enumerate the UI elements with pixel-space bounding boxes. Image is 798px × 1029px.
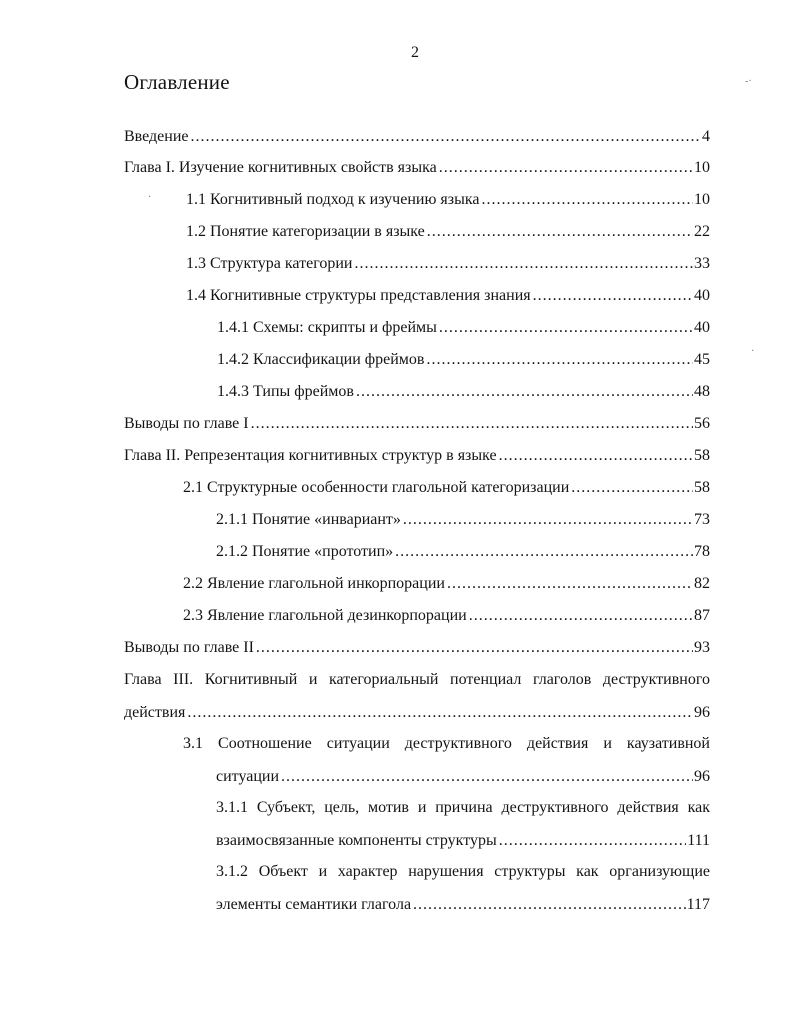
toc-entry-multiline[interactable] xyxy=(183,727,710,793)
toc-entry[interactable] xyxy=(183,599,710,632)
dot-leader xyxy=(354,247,693,280)
toc-entry-first-line: 3.1.1 Субъект, цель, мотив и причина деструктивного действия как xyxy=(216,799,710,816)
toc-entry[interactable] xyxy=(124,631,710,664)
toc-entry-page: 87 xyxy=(694,607,710,624)
toc-entry[interactable] xyxy=(124,120,710,153)
toc-entry-text: Глава I. Изучение когнитивных свойств языка xyxy=(124,159,437,176)
toc-entry-text: 2.1 Структурные особенности глагольной категоризации xyxy=(183,479,570,496)
toc-entry-page: 58 xyxy=(694,479,710,496)
dot-leader xyxy=(187,696,693,729)
toc-entry[interactable] xyxy=(186,279,710,312)
toc-entry-text: взаимосвязанные компоненты структуры xyxy=(216,832,497,849)
toc-entry-text: 2.3 Явление глагольной дезинкорпорации xyxy=(183,607,467,624)
toc-entry-page: 117 xyxy=(686,896,710,913)
toc-entry[interactable] xyxy=(216,535,710,568)
toc-entry-text: Выводы по главе I xyxy=(124,415,249,432)
toc-entry-first-line: 3.1 Соотношение ситуации деструктивного действия и каузативной xyxy=(183,735,710,752)
toc-entry-page: 78 xyxy=(694,543,710,560)
toc-entry-first-line: Глава III. Когнитивный и категориальный потенциал глаголов деструктивного xyxy=(124,671,710,688)
dot-leader xyxy=(426,343,693,376)
dot-leader xyxy=(356,375,693,408)
toc-entry-text: действия xyxy=(124,704,186,721)
toc-entry[interactable] xyxy=(124,151,710,184)
toc-entry-page: 48 xyxy=(694,383,710,400)
toc-entry[interactable] xyxy=(124,407,710,440)
dot-leader xyxy=(499,824,686,857)
toc-entry-multiline[interactable] xyxy=(124,663,710,729)
toc-entry-page: 73 xyxy=(694,511,710,528)
toc-entry-page: 93 xyxy=(694,639,710,656)
dot-leader xyxy=(256,631,693,664)
toc-entry-text: 2.2 Явление глагольной инкорпорации xyxy=(183,575,445,592)
toc-entry-text: 1.4.1 Схемы: скрипты и фреймы xyxy=(217,319,437,336)
toc-entry-text: элементы семантики глагола xyxy=(216,896,412,913)
toc-entry[interactable] xyxy=(183,471,710,504)
toc-entry[interactable] xyxy=(124,439,710,472)
toc-entry[interactable] xyxy=(183,567,710,600)
dot-leader xyxy=(251,407,693,440)
toc-entry[interactable] xyxy=(186,183,710,216)
toc-entry-text: Глава II. Репрезентация когнитивных структур в языке xyxy=(124,447,497,464)
toc-entry-text: 2.1.2 Понятие «прототип» xyxy=(216,543,394,560)
scan-artifact: -· xyxy=(745,76,752,87)
toc-entry-text: 1.4 Когнитивные структуры представления знания xyxy=(186,287,531,304)
toc-entry-text: 2.1.1 Понятие «инвариант» xyxy=(216,511,401,528)
dot-leader xyxy=(395,535,693,568)
dot-leader xyxy=(403,503,693,536)
dot-leader xyxy=(571,471,693,504)
toc-entry-page: 96 xyxy=(694,704,710,721)
toc-entry-page: 33 xyxy=(694,255,710,272)
toc-entry[interactable] xyxy=(217,375,710,408)
toc-entry-text: 1.4.3 Типы фреймов xyxy=(217,383,354,400)
dot-leader xyxy=(439,151,693,184)
dot-leader xyxy=(481,183,693,216)
scan-artifact: · xyxy=(148,192,152,203)
dot-leader xyxy=(281,760,693,793)
toc-entry[interactable] xyxy=(186,247,710,280)
dot-leader xyxy=(469,599,693,632)
toc-entry-first-line: 3.1.2 Объект и характер нарушения структуры как организующие xyxy=(216,863,710,880)
dot-leader xyxy=(191,120,702,153)
toc-entry-page: 4 xyxy=(702,128,710,145)
toc-entry-page: 10 xyxy=(694,191,710,208)
dot-leader xyxy=(447,567,693,600)
page-number: 2 xyxy=(411,44,419,61)
toc-entry-text: 1.3 Структура категории xyxy=(186,255,353,272)
dot-leader xyxy=(413,888,686,921)
toc-entry-text: 1.1 Когнитивный подход к изучению языка xyxy=(186,191,480,208)
toc-entry-text: Введение xyxy=(124,128,189,145)
toc-entry-text: Выводы по главе II xyxy=(124,639,254,656)
toc-entry[interactable] xyxy=(186,215,710,248)
dot-leader xyxy=(439,311,693,344)
toc-entry-text: ситуации xyxy=(216,768,280,785)
toc-entry-multiline[interactable] xyxy=(216,791,710,857)
toc-title: Оглавление xyxy=(124,70,230,94)
toc-entry-page: 10 xyxy=(694,159,710,176)
toc-entry[interactable] xyxy=(216,503,710,536)
toc-entry-page: 56 xyxy=(694,415,710,432)
toc-entry-page: 22 xyxy=(694,223,710,240)
toc-entry-page: 58 xyxy=(694,447,710,464)
scan-artifact: · xyxy=(751,346,755,357)
dot-leader xyxy=(533,279,693,312)
toc-entry[interactable] xyxy=(217,343,710,376)
dot-leader xyxy=(427,215,693,248)
toc-entry-text: 1.2 Понятие категоризации в языке xyxy=(186,223,425,240)
toc-entry-page: 45 xyxy=(694,351,710,368)
toc-entry-page: 111 xyxy=(687,832,710,849)
toc-entry[interactable] xyxy=(217,311,710,344)
toc-entry-page: 40 xyxy=(694,287,710,304)
dot-leader xyxy=(499,439,693,472)
toc-entry-page: 82 xyxy=(694,575,710,592)
toc-entry-page: 96 xyxy=(694,768,710,785)
toc-entry-text: 1.4.2 Классификации фреймов xyxy=(217,351,425,368)
toc-entry-page: 40 xyxy=(694,319,710,336)
toc-entry-multiline[interactable] xyxy=(216,855,710,921)
